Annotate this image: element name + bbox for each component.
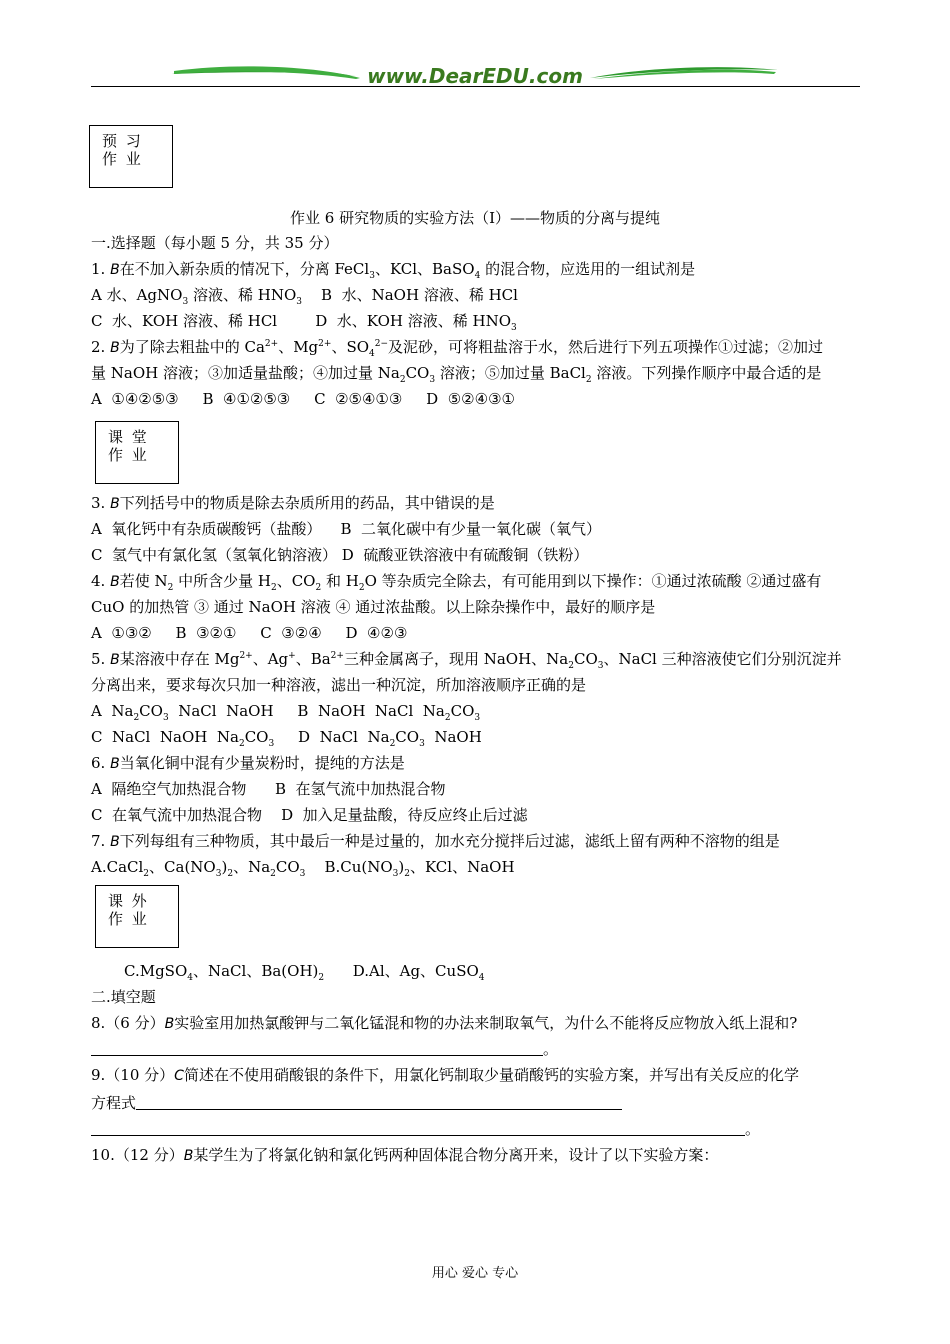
page-footer: 用心 爱心 专心 [431,1266,519,1281]
q5-options-cd: C NaCl NaOH $Na_2CO_3$ D NaCl $Na_2CO_3$ NaOH [91,728,482,749]
q6-options-ab: A 隔绝空气加热混合物 B 在氢气流中加热混合物 [91,780,446,798]
site-name: www.DearEDU.com [367,64,583,88]
q2-stem: 2. B为了除去粗盐中的 $Ca^{2+}$、$Mg^{2+}$、$SO_4^{2-}$及泥砂，可将粗盐溶于水，然后进行下列五项操作①过滤；②加过 [91,338,824,359]
box-line-1: 课 外 [108,892,149,910]
page-title: 作业 6 研究物质的实验方法（Ⅰ）——物质的分离与提纯 [289,209,660,227]
difficulty-badge: B [110,340,120,356]
header-logo [170,62,780,88]
box-line-2: 作 业 [108,446,149,464]
q5-options-ab: A $Na_2CO_3$ NaCl NaOH B NaOH NaCl $Na_2CO_3$ [91,702,481,723]
q9-stem: 9.（10 分）C简述在不使用硝酸银的条件下，用氯化钙制取少量硝酸钙的实验方案，并写出有关反应的化学 [91,1066,799,1084]
q8-answer-line: 。 [91,1039,558,1059]
q2-options: A ①④②⑤③ B ④①②⑤③ C ②⑤④①③ D ⑤②④③① [91,390,515,408]
box-line-2: 作 业 [108,910,149,928]
header-rule [91,86,860,87]
box-line-1: 预 习 [102,132,143,150]
difficulty-badge: B [110,262,120,278]
q4-stem-line2: CuO 的加热管 ③ 通过 NaOH 溶液 ④ 通过浓盐酸。以上除杂操作中，最好的顺序是 [91,598,656,616]
q9-answer-line: 。 [91,1119,760,1139]
q5-stem: 5. B某溶液中存在 $Mg^{2+}$、Ag+、$Ba^{2+}$三种金属离子，现用 NaOH、$Na_2CO_3$、NaCl 三种溶液使它们分别沉淀并 [91,650,842,671]
difficulty-badge: B [110,756,120,772]
extracurricular-homework-box [95,885,179,948]
difficulty-badge: C [174,1068,184,1084]
q7-stem: 7. B下列每组有三种物质，其中最后一种是过量的，加水充分搅拌后过滤，滤纸上留有两种不溶物的组是 [91,832,780,850]
section-fill: 二.填空题 [91,988,156,1006]
q3-options-ab: A 氧化钙中有杂质碳酸钙（盐酸） B 二氧化碳中有少量一氧化碳（氧气） [91,520,602,538]
q2-stem-line2: 量 NaOH 溶液；③加适量盐酸；④加过量 $Na_2CO_3$ 溶液；⑤加过量 BaCl$_2$ 溶液。下列操作顺序中最合适的是 [91,364,822,385]
box-line-1: 课 堂 [108,428,149,446]
q6-options-cd: C 在氧气流中加热混合物 D 加入足量盐酸，待反应终止后过滤 [91,806,528,824]
difficulty-badge: B [110,574,120,590]
q7-options-ab: A.CaCl$_2$、$Ca(NO_3)_2$、$Na_2CO_3$ $B.Cu(NO_3)_2$、KCl、NaOH [91,858,515,879]
q6-stem: 6. B当氧化铜中混有少量炭粉时，提纯的方法是 [91,754,405,772]
q1-options-cd: C 水、KOH 溶液、稀 HCl D 水、KOH 溶液、稀 $HNO_3$ [91,312,517,333]
preview-homework-box [89,125,173,188]
q5-stem-line2: 分离出来，要求每次只加一种溶液，滤出一种沉淀，所加溶液顺序正确的是 [91,676,587,694]
difficulty-badge: B [110,496,120,512]
q3-stem: 3. B下列括号中的物质是除去杂质所用的药品，其中错误的是 [91,494,495,512]
difficulty-badge: B [110,834,120,850]
answer-blank[interactable] [136,1095,622,1110]
answer-blank[interactable] [91,1041,543,1056]
difficulty-badge: B [110,652,120,668]
q8-stem: 8.（6 分）B实验室用加热氯酸钾与二氧化锰混和物的办法来制取氧气，为什么不能将反应物放入纸上混和? [91,1014,798,1032]
q3-options-cd: C 氢气中有氯化氢（氢氧化钠溶液） D 硫酸亚铁溶液中有硫酸铜（铁粉） [91,546,589,564]
section-choice: 一.选择题（每小题 5 分，共 35 分） [91,234,339,252]
q4-stem: 4. B若使 $N_2$ 中所含少量 $H_2$、$CO_2$ 和 $H_2O$ 等杂质完全除去，有可能用到以下操作：①通过浓硫酸 ②通过盛有 [91,572,822,593]
difficulty-badge: B [164,1016,175,1032]
answer-blank[interactable] [91,1121,745,1136]
q1-stem: 1. B在不加入新杂质的情况下，分离 FeCl$_3$、KCl、BaSO$_4$ 的混合物，应选用的一组试剂是 [91,260,696,281]
difficulty-badge: B [183,1148,194,1164]
q10-stem: 10.（12 分）B某学生为了将氯化钠和氯化钙两种固体混合物分离开来，设计了以下实验方案： [91,1146,719,1164]
classroom-homework-box [95,421,179,484]
q1-options-ab: A 水、AgNO$_3$ 溶液、稀 $HNO_3$ B 水、NaOH 溶液、稀 HCl [91,286,518,307]
q4-options: A ①③② B ③②① C ③②④ D ④②③ [91,624,408,642]
box-line-2: 作 业 [102,150,143,168]
q7-options-cd: C.MgSO$_4$、NaCl、$Ba(OH)_2$ D.Al、Ag、CuSO$_4$ [124,962,485,983]
q9-stem-line2: 方程式 [91,1093,622,1113]
